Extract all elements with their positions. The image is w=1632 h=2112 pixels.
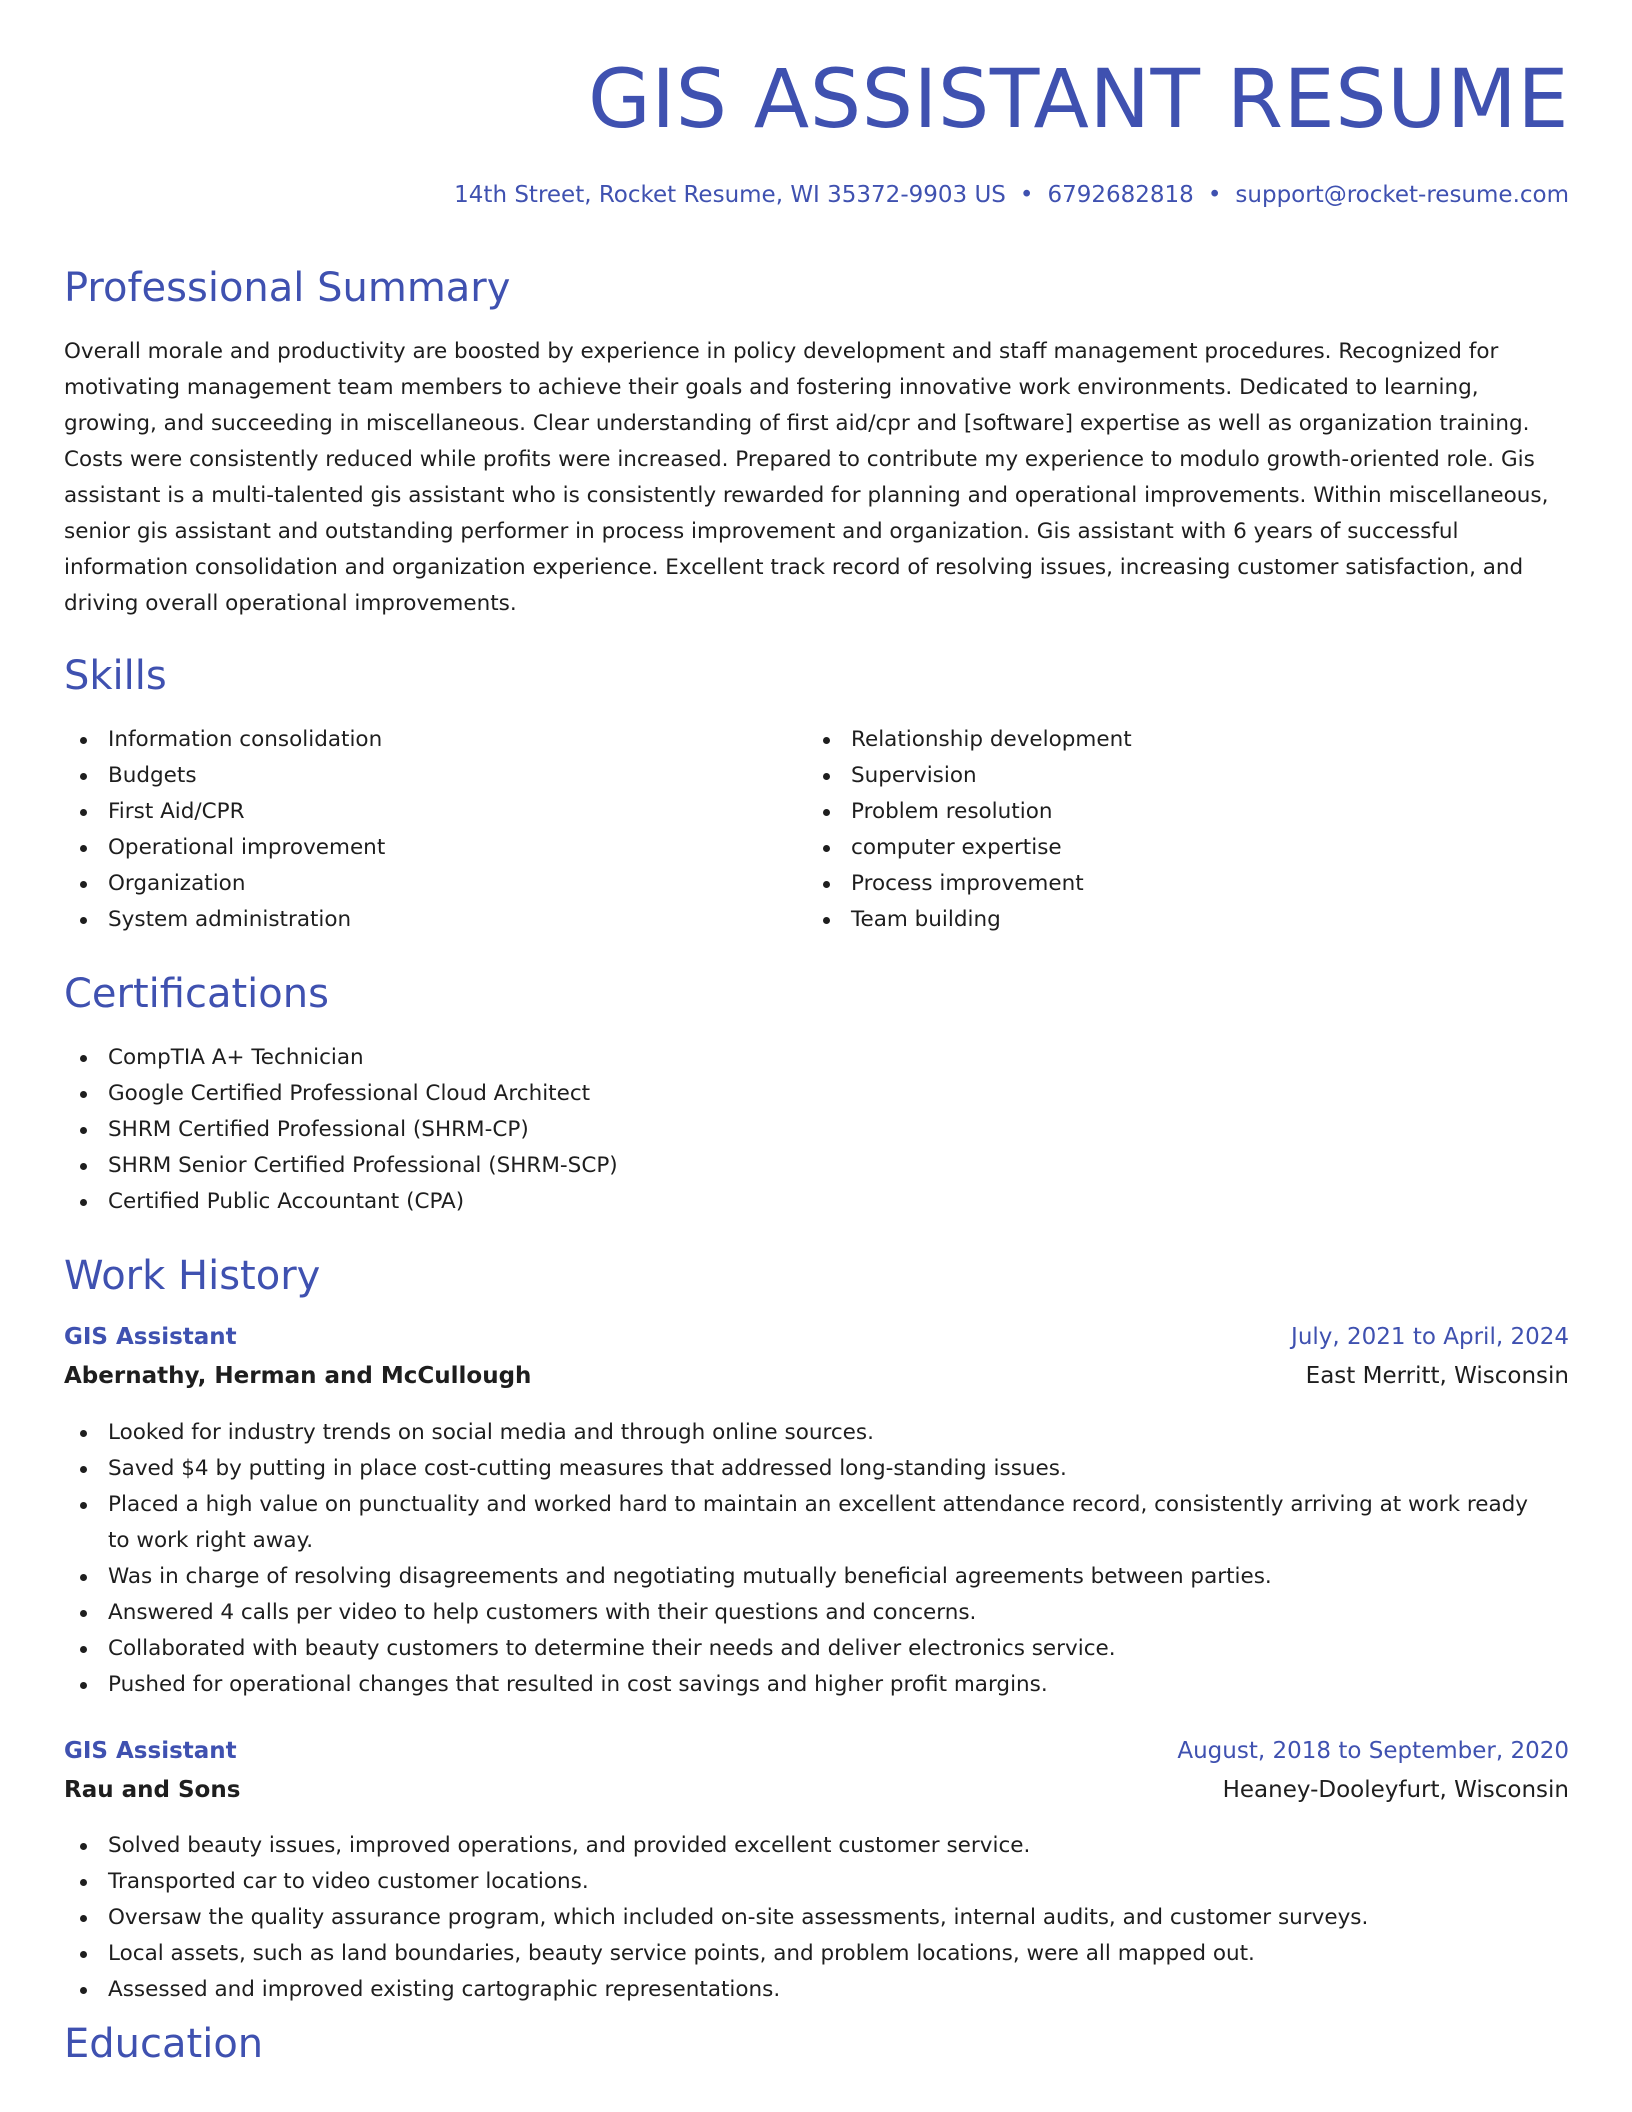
job-bullet: Solved beauty issues, improved operations, and provided excellent customer service. — [64, 1828, 1569, 1864]
certifications-heading: Certifications — [64, 971, 329, 1017]
skill-item: Budgets — [64, 758, 385, 794]
contact-separator: • — [1207, 182, 1222, 208]
certification-item: SHRM Senior Certified Professional (SHRM-SCP) — [64, 1148, 618, 1184]
certifications-list — [64, 1040, 618, 1220]
job-dates: July, 2021 to April, 2024 — [1291, 1324, 1569, 1350]
job-bullets — [64, 1828, 1569, 2008]
job-dates: August, 2018 to September, 2020 — [1177, 1738, 1569, 1764]
education-heading: Education — [64, 2021, 264, 2067]
resume-title: GIS ASSISTANT RESUME — [587, 53, 1569, 147]
skill-item: Supervision — [807, 758, 1132, 794]
certification-item: Google Certified Professional Cloud Architect — [64, 1076, 618, 1112]
contact-line — [454, 180, 1569, 210]
job-bullet: Oversaw the quality assurance program, which included on-site assessments, internal audits, and customer surveys. — [64, 1900, 1569, 1936]
job-bullet: Assessed and improved existing cartographic representations. — [64, 1972, 1569, 2008]
certification-item: Certified Public Accountant (CPA) — [64, 1184, 618, 1220]
job-bullet: Placed a high value on punctuality and worked hard to maintain an excellent attendance record, consistently arriving at work ready to work right away. — [64, 1487, 1569, 1559]
skill-item: Problem resolution — [807, 794, 1132, 830]
certification-item: CompTIA A+ Technician — [64, 1040, 618, 1076]
skill-item: Information consolidation — [64, 722, 385, 758]
job-company: Abernathy, Herman and McCullough — [64, 1363, 532, 1389]
contact-email: support@rocket-resume.com — [1235, 182, 1569, 208]
job-title: GIS Assistant — [64, 1738, 237, 1764]
skills-heading: Skills — [64, 653, 167, 699]
job-location: Heaney-Dooleyfurt, Wisconsin — [1222, 1777, 1569, 1803]
job-bullet: Local assets, such as land boundaries, beauty service points, and problem locations, were all mapped out. — [64, 1936, 1569, 1972]
skill-item: System administration — [64, 902, 385, 938]
skill-item: Relationship development — [807, 722, 1132, 758]
skill-item: computer expertise — [807, 830, 1132, 866]
job-bullets — [64, 1415, 1569, 1703]
skill-item: Operational improvement — [64, 830, 385, 866]
skill-item: Organization — [64, 866, 385, 902]
summary-text: Overall morale and productivity are boosted by experience in policy development and staff management procedures. Recognized for motivating management team members to achieve their goals and fostering innovative work environments. Dedicated to learning, growing, and succeeding in miscellaneous. Clear understanding of first aid/cpr and [software] expertise as well as organization training. Costs were consistently reduced while profits were increased. Prepared to contribute my experience to modulo growth-oriented role. Gis assistant is a multi-talented gis assistant who is consistently rewarded for planning and operational improvements. Within miscellaneous, senior gis assistant and outstanding performer in process improvement and organization. Gis assistant with 6 years of successful information consolidation and organization experience. Excellent track record of resolving issues, increasing customer satisfaction, and driving overall operational improvements. — [64, 339, 1549, 616]
contact-address: 14th Street, Rocket Resume, WI 35372-9903 US — [454, 182, 1006, 208]
job-title: GIS Assistant — [64, 1324, 237, 1350]
job-bullet: Collaborated with beauty customers to determine their needs and deliver electronics service. — [64, 1631, 1569, 1667]
job-bullet: Pushed for operational changes that resulted in cost savings and higher profit margins. — [64, 1667, 1569, 1703]
job-bullet: Looked for industry trends on social media and through online sources. — [64, 1415, 1569, 1451]
certification-item: SHRM Certified Professional (SHRM-CP) — [64, 1112, 618, 1148]
skill-item: First Aid/CPR — [64, 794, 385, 830]
job-bullet: Answered 4 calls per video to help customers with their questions and concerns. — [64, 1595, 1569, 1631]
contact-phone: 6792682818 — [1047, 182, 1194, 208]
skills-list-left — [64, 722, 385, 938]
job-bullet: Transported car to video customer locations. — [64, 1864, 1569, 1900]
job-company: Rau and Sons — [64, 1777, 241, 1803]
work-history-heading: Work History — [64, 1253, 321, 1299]
skills-list-right — [807, 722, 1132, 938]
summary-heading: Professional Summary — [64, 265, 511, 311]
job-bullet: Was in charge of resolving disagreements and negotiating mutually beneficial agreements between parties. — [64, 1559, 1569, 1595]
contact-separator: • — [1019, 182, 1034, 208]
job-bullet: Saved $4 by putting in place cost-cutting measures that addressed long-standing issues. — [64, 1451, 1569, 1487]
skill-item: Team building — [807, 902, 1132, 938]
skill-item: Process improvement — [807, 866, 1132, 902]
job-location: East Merritt, Wisconsin — [1305, 1363, 1569, 1389]
